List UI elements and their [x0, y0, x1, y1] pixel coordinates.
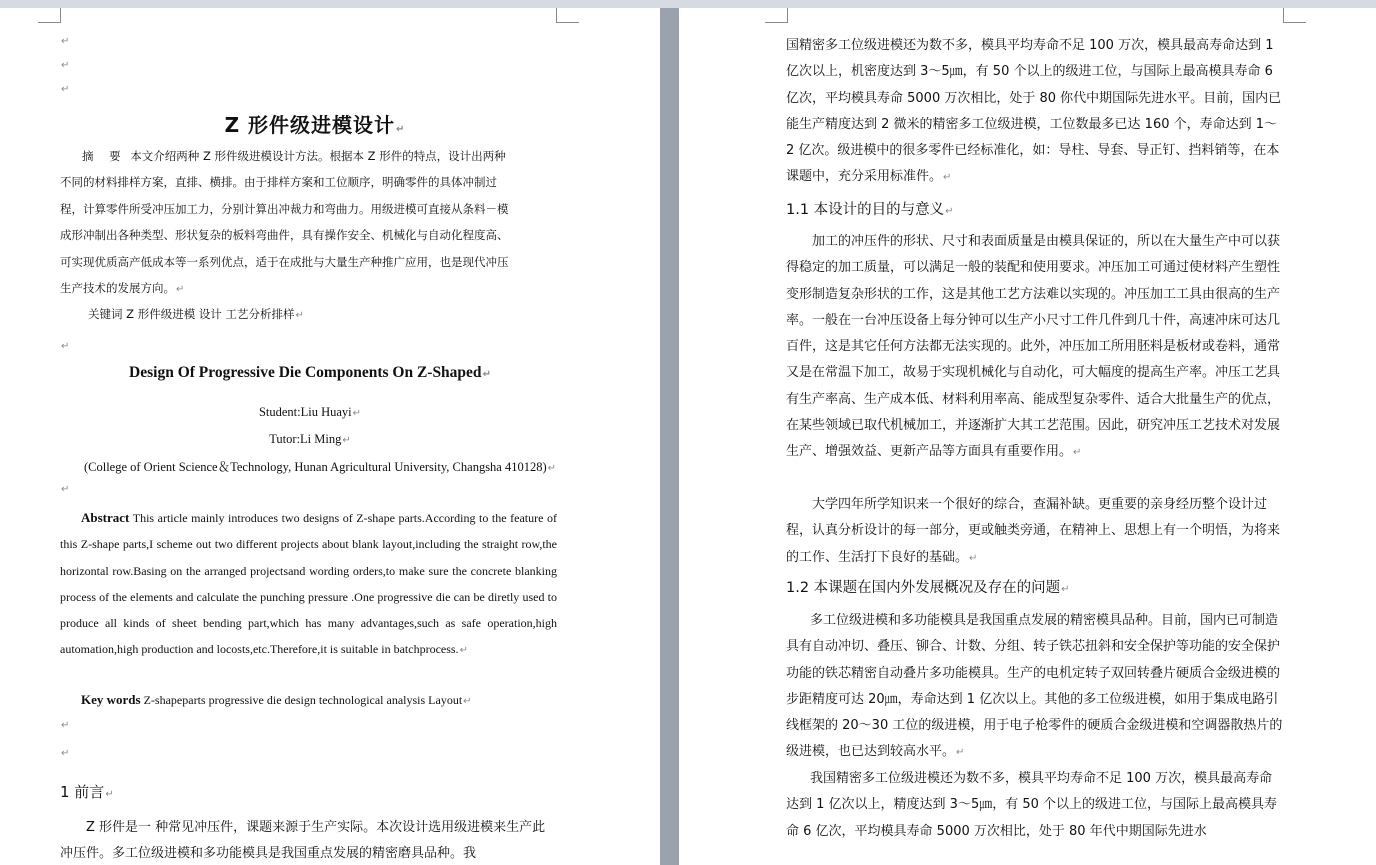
- body-paragraph: 国精密多工位级进模还为数不多，模具平均寿命不足 100 万次，模具最高寿命达到 1 亿次以上，机密度达到 3～5㎛，有 50 个以上的级进工位，与国际上最高模具寿命 6 亿次，平均模具寿命 5000 万次相比，处于 80 你代中期国际先进水平。目前，国内已能生产精度达到 2 微米的精密多工位级进模，工位数最多已达 160 个，寿命达到 1～2 亿次。级进模中的很多零件已经标准化，如：导柱、导套、导正钉、挡料销等，在本课题中，充分采用标准件。 ↵: [786, 33, 1283, 192]
- section-heading: 1 前言 ↵: [60, 781, 114, 802]
- section-heading-1-1: 1.1 本设计的目的与意义 ↵: [786, 198, 954, 219]
- body-paragraph: 多工位级进模和多功能模具是我国重点发展的精密模具品种。目前，国内已可制造具有自动冲切、叠压、铆合、计数、分组、转子铁芯扭斜和安全保护等功能的安全保护功能的铁芯精密自动叠片多功能模具。生产的电机定转子双回转叠片硬质合金级进模的步距精度可达 20㎛，寿命达到 1 亿次以上。其他的多工位级进模，如用于集成电路引线框架的 20～30 工位的级进模，用于电子枪零件的硬质合金级进模和空调器散热片的级进模，也已达到较高水平。 ↵: [786, 608, 1283, 767]
- crop-mark: [38, 8, 61, 23]
- keywords-label-en: Key words: [81, 692, 141, 707]
- body-paragraph: 加工的冲压件的形状、尺寸和表面质量是由模具保证的，所以在大量生产中可以获得稳定的加工质量，可以满足一般的装配和使用要求。冲压加工可通过使材料产生塑性变形制造复杂形状的工作，这是其他工艺方法难以实现的。冲压加工工具由很高的生产率。一般在一台冲压设备上每分钟可以生产小尺寸工件几件到几十件，高速冲床可达几百件，这是其它任何方法都无法实现的。此外，冲压加工所用胚料是板材或卷料，通常又是在常温下加工，故易于实现机械化与自动化，可大幅度的提高生产率。冲压工艺具有生产率高、生产成本低、材料利用率高、能成型复杂零件、适合大批量生产的优点，在某些领域已取代机械加工，并逐渐扩大其工艺范围。因此，研究冲压工艺技术对发展生产、增强效益、更新产品等方面具有重要作用。 ↵: [786, 229, 1283, 467]
- paragraph-mark: [60, 34, 69, 47]
- keywords-en: Key words Z-shapeparts progressive die design technological analysis Layout ↵: [81, 692, 472, 708]
- section-heading-1-2: 1.2 本课题在国内外发展概况及存在的问题 ↵: [786, 576, 1070, 597]
- body-paragraph: Z 形件是一 种常见冲压件，课题来源于生产实际。本次设计选用级进模来生产此冲压件。多工位级进模和多功能模具是我国重点发展的精密磨具品种。我: [60, 820, 546, 862]
- document-title-en: Design Of Progressive Die Components On Z-Shaped ↵: [0, 364, 620, 382]
- page-gap: [660, 8, 679, 865]
- body-paragraph: 大学四年所学知识来一个很好的综合，查漏补缺。更重要的亲身经历整个设计过程，认真分析设计的每一部分，更或触类旁通，在精神上、思想上有一个明悟，为将来的工作、生活打下良好的基础。 ↵: [786, 492, 1283, 572]
- paragraph-mark: [60, 746, 69, 759]
- crop-mark: [765, 8, 788, 23]
- abstract-label-en: Abstract: [81, 510, 130, 525]
- crop-mark: [1283, 8, 1306, 23]
- tutor-name: Tutor:Li Ming ↵: [0, 432, 620, 447]
- paragraph-mark: [60, 718, 69, 731]
- paragraph-mark: [60, 82, 69, 95]
- document-title-cn: Z 形件级进模设计 ↵: [0, 109, 630, 138]
- abstract-en: Abstract This article mainly introduces two designs of Z-shape parts.According to the feature of this Z-shape parts,I scheme out two different projects about blank layout,including the straight row,the horizontal row.Basing on the arranged projectsand wording orders,to make sure the concrete blanking process of the elements and calculate the punching pressure .One progressive die can be diretly used to produce all kinds of sheet bending part,which has many advantages,such as safe operation,high automation,high production and locosts,etc.Therefore,it is suitable in batchprocess. ↵: [60, 505, 557, 665]
- body-paragraph: 我国精密多工位级进模还为数不多，模具平均寿命不足 100 万次，模具最高寿命达到 1 亿次以上，精度达到 3～5㎛，有 50 个以上的级进工位，与国际上最高模具寿命 6 亿次，平均模具寿命 5000 万次相比，处于 80 年代中期国际先进水: [786, 771, 1278, 839]
- paragraph-mark: [60, 58, 69, 71]
- document-page-right[interactable]: [679, 8, 1376, 865]
- student-name: Student:Liu Huayi ↵: [0, 405, 620, 420]
- paragraph-mark: [60, 339, 69, 352]
- document-page-left[interactable]: [0, 8, 660, 865]
- keywords-cn: 关键词 Z 形件级进模 设计 工艺分析排样 ↵: [88, 306, 304, 322]
- paragraph-mark: [60, 482, 69, 495]
- abstract-label-cn: 摘 要: [82, 149, 127, 163]
- abstract-cn: 摘 要 本文介绍两种 Z 形件级进模设计方法。根据本 Z 形件的特点，设计出两种不同的材料排样方案，直排、横排。由于排样方案和工位顺序，明确零件的具体冲制过程，计算零件所受冲压加工力，分别计算出冲裁力和弯曲力。用级进模可直接从条料－模成形冲制出各种类型、形状复杂的板料弯曲件，具有操作安全、机械化与自动化程度高、可实现优质高产低成本等一系列优点，适于在成批与大量生产种推广应用，也是现代冲压生产技术的发展方向。 ↵: [60, 143, 510, 303]
- college-affiliation: (College of Orient Science＆Technology, Hunan Agricultural University, Changsha 410128) ↵: [10, 457, 630, 475]
- crop-mark: [556, 8, 579, 23]
